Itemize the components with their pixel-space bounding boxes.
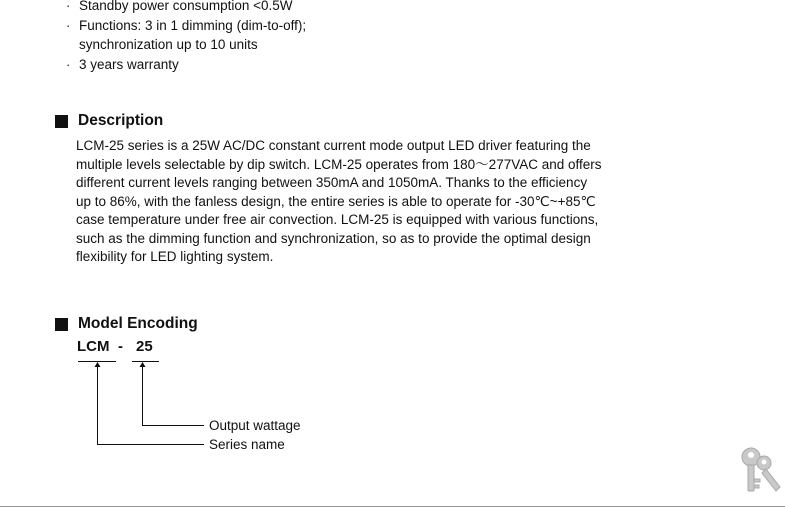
description-line: LCM-25 series is a 25W AC/DC constant current mode output LED driver featuring the (76, 138, 591, 153)
model-encoding-heading-text: Model Encoding (78, 315, 198, 332)
wattage-code: 25 (136, 338, 153, 355)
description-line: case temperature under free air convection. LCM-25 is equipped with various functions, (76, 212, 599, 227)
description-line: up to 86%, with the fanless design, the entire series is able to operate for -30℃~+85℃ (76, 193, 596, 209)
description-heading-text: Description (78, 112, 164, 129)
series-code: LCM (77, 338, 110, 355)
bullet-dot-icon: · (66, 17, 71, 33)
page-divider (0, 506, 785, 507)
description-line: different current levels ranging between 350mA and 1050mA. Thanks to the efficiency (76, 175, 588, 190)
output-wattage-label: Output wattage (209, 418, 301, 433)
description-line: such as the dimming function and synchronization, so as to provide the optimal design (76, 230, 591, 246)
code-separator: - (118, 338, 123, 355)
series-name-label: Series name (209, 437, 285, 452)
series-arrow-icon (95, 362, 101, 367)
bullet-dot-icon: · (66, 56, 71, 72)
keys-logo-icon (738, 445, 784, 497)
feature-line-continued: synchronization up to 10 units (79, 37, 258, 52)
description-line: multiple levels selectable by dip switch. LCM-25 operates from 180～277VAC and offers (76, 156, 602, 172)
feature-line: Functions: 3 in 1 dimming (dim-to-off); (79, 17, 307, 33)
bullet-dot-icon: · (66, 0, 71, 13)
wattage-arrow-icon (140, 362, 146, 367)
feature-line: Standby power consumption <0.5W (79, 0, 293, 13)
feature-line: 3 years warranty (79, 56, 179, 72)
description-line: flexibility for LED lighting system. (76, 249, 274, 264)
